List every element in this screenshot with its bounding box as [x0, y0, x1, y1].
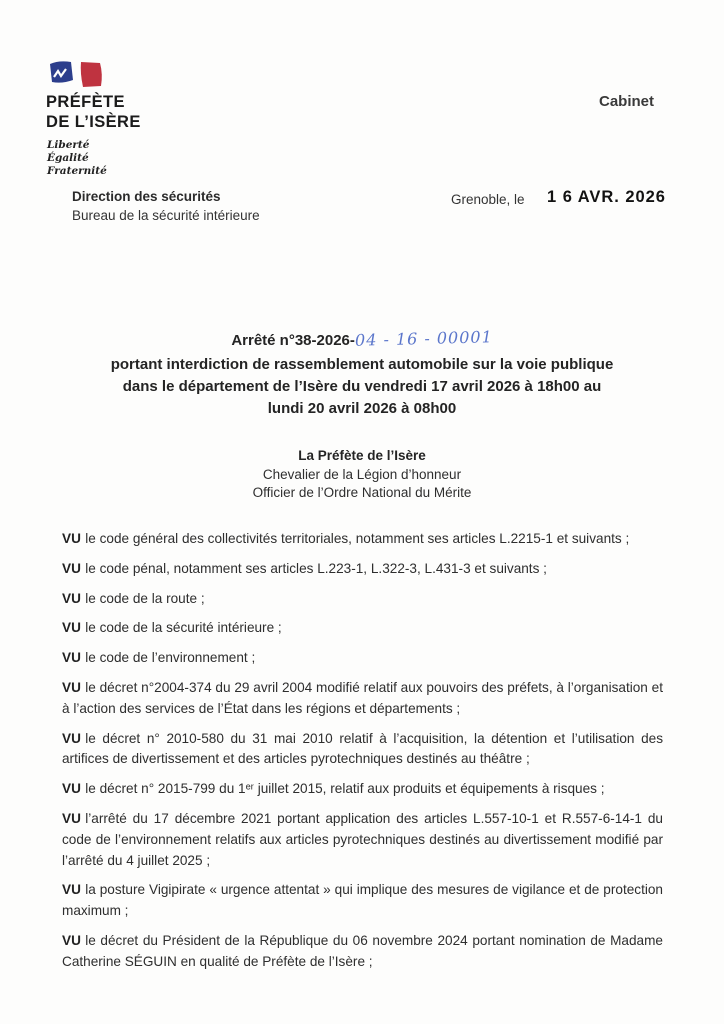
direction-label: Direction des sécurités — [72, 189, 221, 204]
authority-block — [40, 447, 684, 503]
decree-number-printed: Arrêté n°38-2026- — [231, 332, 355, 349]
vu-prefix: VU — [62, 932, 81, 948]
vu-prefix: VU — [62, 620, 81, 636]
recital-item — [62, 648, 663, 669]
recital-item — [62, 529, 663, 550]
recital-text: le code pénal, notamment ses articles L.223-1, L.322-3, L.431-3 et suivants ; — [85, 560, 547, 576]
recital-text: le décret n°2004-374 du 29 avril 2004 modifié relatif aux pouvoirs des préfets, à l’organisation et à l’action des services de l’État dans les régions et départements ; — [62, 679, 663, 716]
recital-item — [62, 880, 663, 922]
authority-honor1: Chevalier de la Légion d’honneur — [262, 466, 462, 482]
vu-prefix: VU — [62, 650, 81, 666]
recital-text: le décret n° 2015-799 du 1ᵉʳ juillet 2015, relatif aux produits et équipements à risques ; — [85, 781, 605, 797]
vu-prefix: VU — [62, 590, 81, 606]
vu-prefix: VU — [62, 781, 81, 797]
french-flag-icon — [48, 60, 106, 88]
vu-prefix: VU — [62, 882, 81, 898]
vu-prefix: VU — [62, 560, 81, 576]
recital-item — [62, 678, 663, 720]
vu-prefix: VU — [62, 531, 81, 546]
decree-number-line — [40, 327, 684, 350]
motto-liberte: Liberté — [47, 139, 90, 151]
recital-item — [62, 618, 663, 639]
recital-item — [62, 809, 663, 871]
date-stamp: 1 6 AVR. 2026 — [547, 187, 666, 206]
vu-prefix: VU — [62, 730, 81, 746]
vu-prefix: VU — [62, 810, 81, 826]
decree-subtitle-line2: dans le département de l’Isère du vendredi 17 avril 2026 à 18h00 au — [122, 378, 602, 395]
decree-subtitle-line1: portant interdiction de rassemblement automobile sur la voie publique — [110, 356, 614, 373]
motto-egalite: Égalité — [47, 152, 89, 164]
recital-item — [62, 589, 663, 610]
vu-prefix: VU — [62, 679, 81, 695]
recital-text: l’arrêté du 17 décembre 2021 portant application des articles L.557-10-1 et R.557-6-14-1 du code de l’environnement relatifs aux articles pyrotechniques destinés au divertissement modifié par l’arrêté du 4 juillet 2025 ; — [62, 810, 663, 868]
authority-honor2: Officier de l’Ordre National du Mérite — [252, 485, 472, 500]
authority-title: La Préfète de l’Isère — [298, 448, 426, 463]
decree-number-handwritten: 04 - 16 - 00001 — [354, 327, 493, 350]
motto-fraternite: Fraternité — [47, 165, 107, 177]
decree-subtitle-line3: lundi 20 avril 2026 à 08h00 — [267, 400, 457, 417]
recital-item — [62, 729, 663, 771]
bureau-label: Bureau de la sécurité intérieure — [72, 208, 260, 223]
prefecture-name-line2: DE L’ISÈRE — [46, 113, 141, 131]
recitals-section — [62, 529, 663, 982]
recital-text: le code général des collectivités territoriales, notamment ses articles L.2215-1 et suivants ; — [85, 531, 630, 546]
prefecture-name-line1: PRÉFÈTE — [46, 93, 125, 111]
recital-text: le code de la sécurité intérieure ; — [85, 620, 282, 636]
decree-title-block — [40, 327, 684, 420]
recital-item — [62, 779, 663, 800]
prefecture-name — [46, 92, 141, 132]
recital-text: le décret du Président de la République du 06 novembre 2024 portant nomination de Madame Catherine SÉGUIN en qualité de Préfète de l’Isère ; — [62, 932, 663, 969]
recital-text: le code de l’environnement ; — [85, 650, 256, 666]
recital-text: le décret n° 2010-580 du 31 mai 2010 relatif à l’acquisition, la détention et l’utilisation des artifices de divertissement et des articles pyrotechniques destinés au théâtre ; — [62, 730, 663, 767]
cabinet-label: Cabinet — [599, 93, 655, 110]
recital-text: le code de la route ; — [85, 590, 205, 606]
place-date-label: Grenoble, le — [451, 192, 525, 207]
recital-item — [62, 931, 663, 973]
republic-motto — [47, 139, 141, 178]
recital-text: la posture Vigipirate « urgence attentat » qui implique des mesures de vigilance et de protection maximum ; — [62, 882, 663, 919]
recital-item — [62, 559, 663, 580]
prefecture-logo — [46, 60, 141, 178]
